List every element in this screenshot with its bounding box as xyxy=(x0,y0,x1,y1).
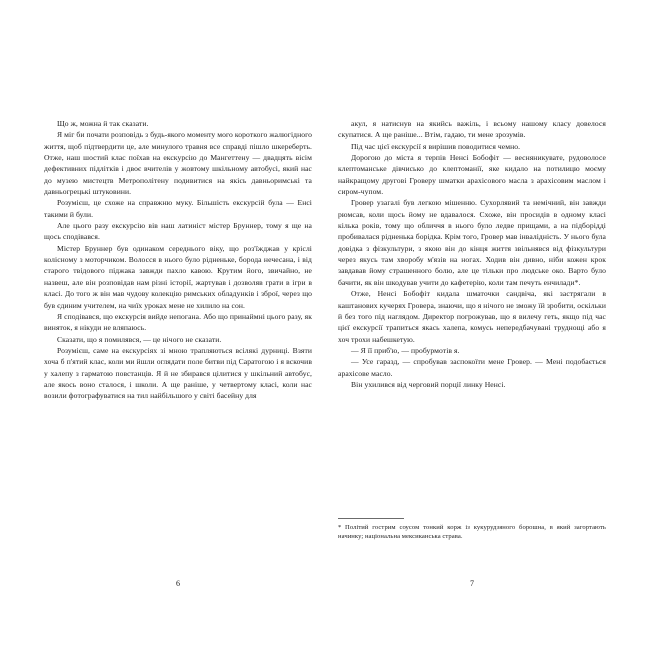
right-page-body xyxy=(338,118,606,390)
paragraph: Розумієш, саме на екскурсіях зі мною трапляються всілякі дурниці. Взяти хоча б п'ятий клас, коли ми йшли оглядати поле битви під Саратогою і я вскочив у халепу з гарматою повстанців. Я й не збирався цілитися у шкільний автобус, але якось воно сталося, і школи. А ще раніше, у четвертому класі, коли нас возили фотографуватися на тил найбільшого у світі басейну для xyxy=(44,345,312,401)
paragraph: Я міг би почати розповідь з будь-якого моменту мого короткого жалюгідного життя, щоб підтвердити це, але минулого травня все справді пішло шкереберть. Отже, наш шостий клас поїхав на екскурсію до Мангеттену — двадцять вісім дефективних підлітків і двоє вчителів у жовтому шкільному автобусі, який нас до музею мистецтв Метрополітену подивитися на якісь давньоримські та давньогрецькі штуковини. xyxy=(44,130,312,197)
footnote-marker: * xyxy=(338,523,342,531)
paragraph: Гровер узагалі був легкою мішенню. Сухорлявий та немічний, він завжди рюмсав, коли щось йому не вдавалося. Схоже, він просидів в одному класі кілька років, тому що обличчя в нього було ледве прищами, а на підборідді пробивалася рідненька борідка. Крім того, Гровер мав інвалідність. У нього була довідка з фізкультури, з якою він до кінця життя звільнявся від фізкультури через якусь там хворобу м'язів на ногах. Ходив він дивно, ніби кожен крок завдавав йому страшенного болю, але це тільки про людське око. Варто було бачити, як він шкодував учити до кафетерію, коли там печуть енчилади*. xyxy=(338,198,606,287)
paragraph: Отже, Ненсі Бобофіт кидала шматочки сандвіча, які застрягали в каштанових кучерях Гровера, знаючи, що я нічого не зможу їй зробити, оскільки й без того під наглядом. Директор погрожував, що я вилечу геть, якщо під час цієї екскурсії трапиться якась халепа, комусь непередбачувані труднощі або я хоч трохи набешкетую. xyxy=(338,289,606,344)
paragraph: Містер Бруннер був одинаком середнього віку, що роз'їжджав у кріслі колісному з моторчиком. Волосся в нього було рідненьке, борода нечесана, і від старого твідового піджака завжди пахло кавою. Крутим його, звичайно, не назвеш, але він розповідав нам різні історії, жартував і дозволяв грати в ігри в класі. До того ж він мав чудову колекцію римських обладунків і зброї, через що був єдиним учителем, на чиїх уроках мене не хилило на сон. xyxy=(44,243,312,310)
paragraph: Але цього разу екскурсію вів наш латиніст містер Бруннер, тому я ще на щось сподівався. xyxy=(44,221,312,242)
paragraph: Я сподівався, що екскурсія вийде непогана. Або що принаймні цього разу, як виняток, я нікуди не вляпаюсь. xyxy=(44,311,312,333)
paragraph: Сказати, що я помилявся, — це нічого не сказати. xyxy=(57,334,222,344)
footnote-body: Політий гострим соусом тонкий корж із кукурудзяного борошна, в який загортають начинку; національна мексиканська страва. xyxy=(338,523,606,541)
paragraph: — Я її приб'ю, — пробурмотів я. xyxy=(351,345,460,355)
footnote-text xyxy=(338,523,606,542)
paragraph: Розумієш, це схоже на справжню муку. Більшість екскурсій була — Енсі такими й були. xyxy=(44,198,312,219)
left-page-body xyxy=(44,118,312,402)
page-number: 7 xyxy=(470,579,474,588)
paragraph: — Усе гаразд, — спробував заспокоїти мене Гровер. — Мені подобається арахісове масло. xyxy=(338,357,606,378)
paragraph: Дорогою до міста я терпів Ненсі Бобофіт — весняникувате, рудоволосе клептоманське дівчисько до клептоманії, яке кидало на потилицю моєму найкращому другові Гроверу шматки арахісового масла з арахісовим маслом і сиром-чупом. xyxy=(338,153,606,197)
left-page xyxy=(44,118,312,588)
footnote-divider xyxy=(338,518,404,519)
right-page xyxy=(338,118,606,588)
footnote-block xyxy=(338,518,606,542)
page-number: 6 xyxy=(176,579,180,588)
paragraph: акул, я натиснув на якийсь важіль, і всьому нашому класу довелося скупатися. А ще раніше... Втім, гадаю, ти мене зрозумів. xyxy=(338,119,606,140)
paragraph: Що ж, можна й так сказати. xyxy=(57,119,149,128)
paragraph: Під час цієї екскурсії я вирішив поводитися чемно. xyxy=(351,141,521,151)
paragraph: Він ухилився від черговий порції линку Ненсі. xyxy=(351,379,506,389)
